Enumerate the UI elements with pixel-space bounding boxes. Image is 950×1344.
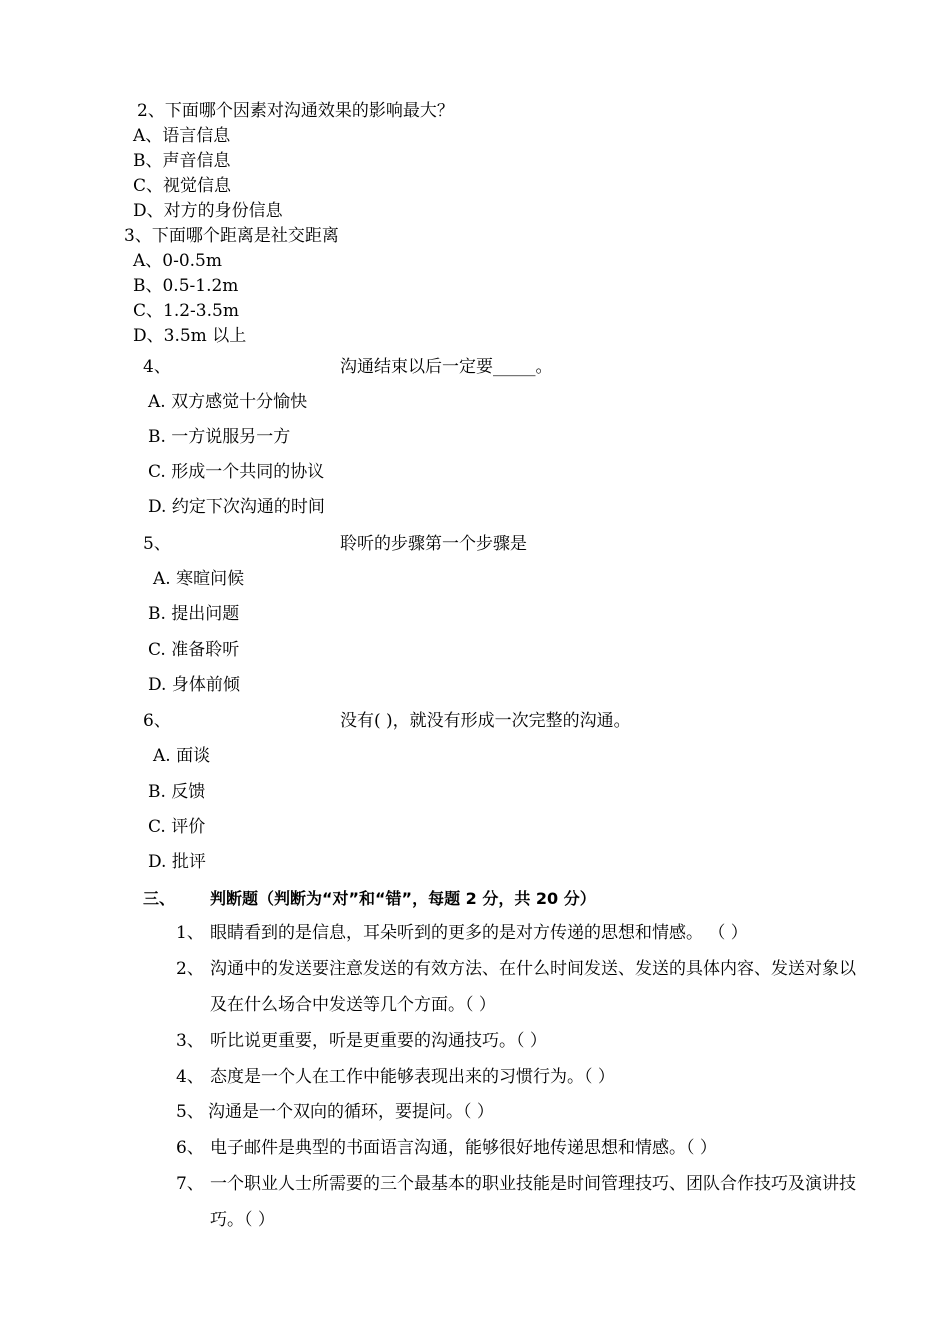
question-2-option-c: C、视觉信息 bbox=[133, 176, 232, 196]
question-2-option-a: A、语言信息 bbox=[133, 126, 231, 146]
judge-item-5-text: 沟通是一个双向的循环，要提问。（ ） bbox=[208, 1102, 494, 1122]
question-5-option-c: C. 准备聆听 bbox=[148, 640, 240, 660]
judge-item-3-number: 3、 bbox=[176, 1031, 204, 1051]
question-3-option-b: B、0.5-1.2m bbox=[133, 276, 239, 296]
judge-item-4-number: 4、 bbox=[176, 1067, 204, 1087]
question-3-option-a: A、0-0.5m bbox=[133, 251, 222, 271]
question-6-stem: 没有( )，就没有形成一次完整的沟通。 bbox=[340, 711, 631, 731]
judge-item-1-text: 眼睛看到的是信息，耳朵听到的更多的是对方传递的思想和情感。 （ ） bbox=[210, 923, 748, 943]
judge-item-1-number: 1、 bbox=[176, 923, 204, 943]
question-5-option-a: A. 寒暄问候 bbox=[153, 569, 245, 589]
section-3-number: 三、 bbox=[143, 889, 176, 908]
question-4-option-c: C. 形成一个共同的协议 bbox=[148, 462, 325, 482]
question-3-stem: 3、下面哪个距离是社交距离 bbox=[124, 226, 339, 246]
question-6-option-d: D. 批评 bbox=[148, 852, 206, 872]
question-4-option-a: A. 双方感觉十分愉快 bbox=[148, 392, 308, 412]
question-2-stem: 2、下面哪个因素对沟通效果的影响最大？ bbox=[137, 101, 454, 121]
judge-item-6-number: 6、 bbox=[176, 1138, 204, 1158]
question-3-option-d: D、3.5m 以上 bbox=[133, 326, 247, 346]
question-3-option-c: C、1.2-3.5m bbox=[133, 301, 239, 321]
question-4-option-b: B. 一方说服另一方 bbox=[148, 427, 291, 447]
question-5-option-b: B. 提出问题 bbox=[148, 604, 240, 624]
question-5-number: 5、 bbox=[143, 534, 171, 554]
judge-item-7-number: 7、 bbox=[176, 1174, 204, 1194]
judge-item-2-text: 沟通中的发送要注意发送的有效方法、在什么时间发送、发送的具体内容、发送对象以及在什么场合中发送等几个方面。（ ） bbox=[210, 959, 856, 1015]
judge-item-2-number: 2、 bbox=[176, 959, 204, 979]
question-6-option-c: C. 评价 bbox=[148, 817, 206, 837]
question-6-option-a: A. 面谈 bbox=[153, 746, 211, 766]
question-5-stem: 聆听的步骤第一个步骤是 bbox=[340, 534, 527, 554]
question-4-option-d: D. 约定下次沟通的时间 bbox=[148, 497, 325, 517]
question-2-option-b: B、声音信息 bbox=[133, 151, 231, 171]
judge-item-4-text: 态度是一个人在工作中能够表现出来的习惯行为。（ ） bbox=[210, 1067, 615, 1087]
question-6-option-b: B. 反馈 bbox=[148, 782, 206, 802]
judge-item-5-number: 5、 bbox=[176, 1102, 204, 1122]
question-6-number: 6、 bbox=[143, 711, 171, 731]
question-2-option-d: D、对方的身份信息 bbox=[133, 201, 283, 221]
question-4-stem: 沟通结束以后一定要_____。 bbox=[340, 357, 553, 377]
judge-item-7-text: 一个职业人士所需要的三个最基本的职业技能是时间管理技巧、团队合作技巧及演讲技巧。（ ） bbox=[210, 1174, 856, 1230]
section-3-title: 判断题（判断为“对”和“错”，每题 2 分，共 20 分） bbox=[210, 889, 596, 908]
judge-item-3-text: 听比说更重要，听是更重要的沟通技巧。（ ） bbox=[210, 1031, 547, 1051]
judge-item-6-text: 电子邮件是典型的书面语言沟通，能够很好地传递思想和情感。（ ） bbox=[210, 1138, 717, 1158]
question-5-option-d: D. 身体前倾 bbox=[148, 675, 240, 695]
question-4-number: 4、 bbox=[143, 357, 171, 377]
